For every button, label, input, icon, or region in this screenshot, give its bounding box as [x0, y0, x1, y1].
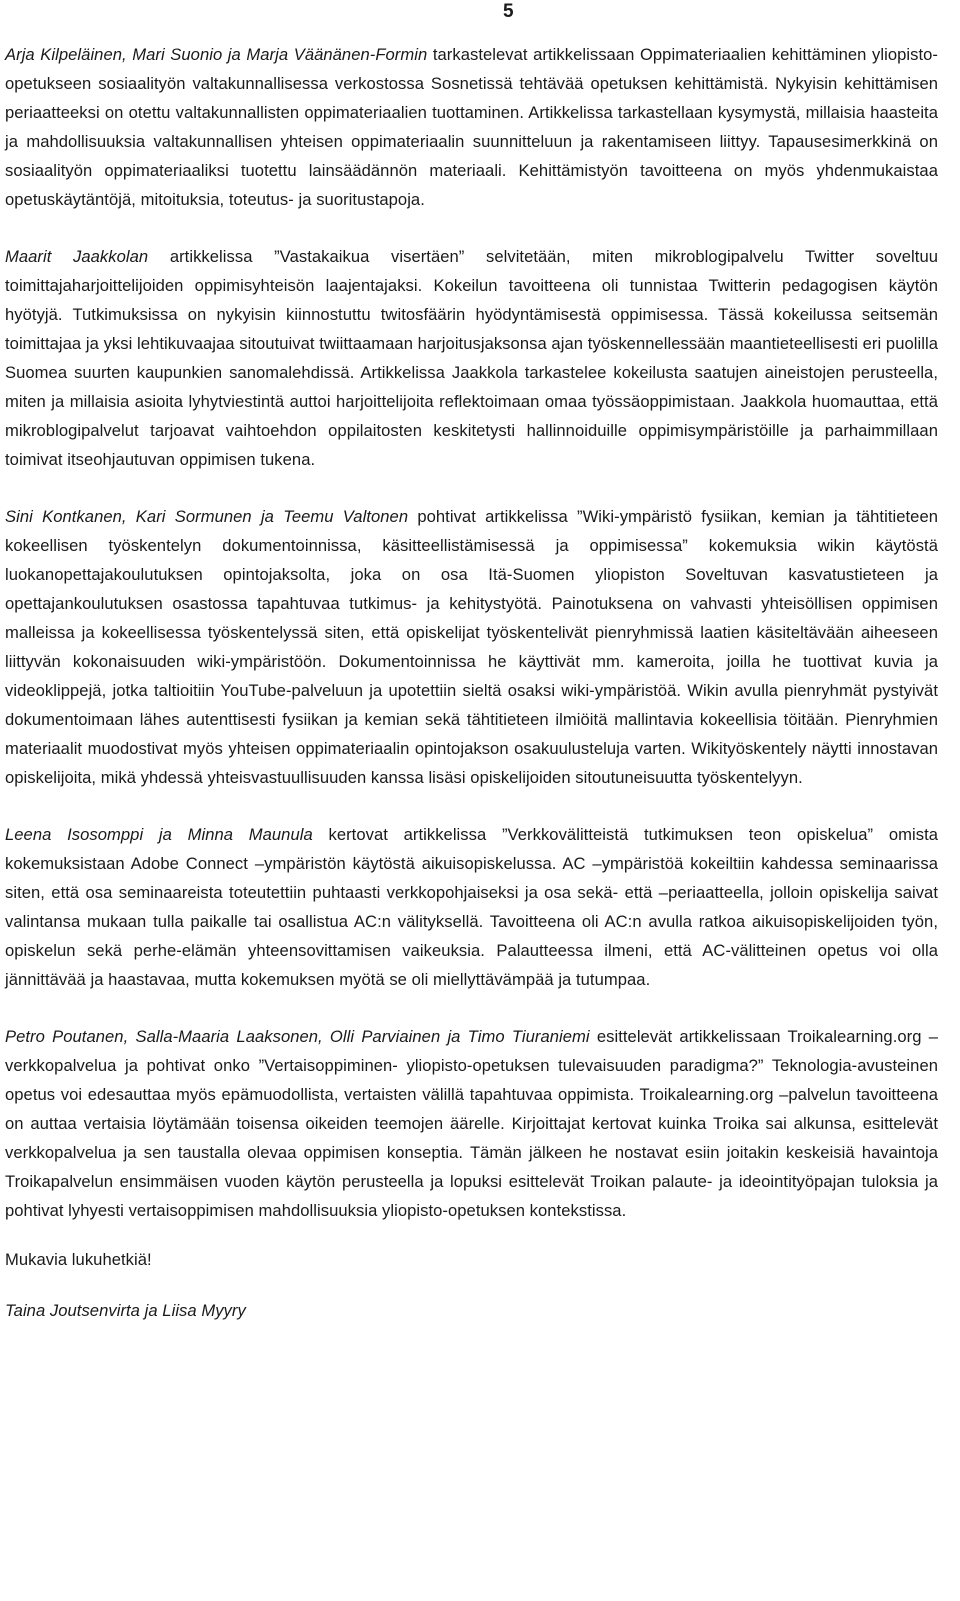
paragraph-text: kertovat artikkelissa ”Verkkovälitteistä tutkimuksen teon opiskelua” omista kokemuksistaan Adobe Connect –ympäristön käytöstä aikuisopiskelussa. AC –ympäristöä kokeiltiin kahdessa seminaarissa siten, että osa seminaareista toteutettiin puhtaasti verkkopohjaiseksi ja osa sekä- että –periaatteella, jolloin opiskelija saivat valintansa mukaan tulla paikalle tai osallistua AC:n välityksellä. Tavoitteena oli AC:n avulla ratkoa aikuisopiskelijoiden työn, opiskelun sekä perhe-elämän yhteensovittamisen vaikeuksia. Palautteessa ilmeni, että AC-välitteinen opetus voi olla jännittävää ja haastavaa, mutta kokemuksen myötä se oli miellyttävämpää ja tutumpaa.: [5, 825, 939, 989]
paragraph-kontkanen: [5, 502, 938, 792]
paragraph-text: artikkelissa ”Vastakaikua visertäen” selvitetään, miten mikroblogipalvelu Twitter soveltuu toimittajaharjoittelijoiden oppimisyhteisön laajentajaksi. Kokeilun tavoitteena oli tunnistaa Twitterin pedagogisen käytön hyötyjä. Tutkimuksissa on nykyisin kiinnostuttu twitosfäärin hyödyntämisestä oppimisessa. Tässä kokeilussa seitsemän toimittajaa ja yksi lehtikuvaajaa sitoutuivat twiittaamaan harjoitusjaksonsa ajan työskennellessään maantieteellisesti eri puolilla Suomea suurten kaupunkien sanomalehdissä. Artikkelissa Jaakkola tarkastelee kokeilusta saatujen aineistojen perusteella, miten ja millaisia asioita lyhytviestintä auttoi harjoittelijoita reflektoimaan omaa työssäoppimistaan. Jaakkola huomauttaa, että mikroblogipalvelut tarjoavat vaihtoehdon oppilaitosten keskitetysti hallinnoiduille oppimisympäristöille ja parhaimmillaan toimivat itseohjautuvan oppimisen tukena.: [5, 247, 938, 469]
paragraph-text: esittelevät artikkelissaan Troikalearning.org –verkkopalvelua ja pohtivat onko ”Vertaisoppiminen- yliopisto-opetuksen tulevaisuuden paradigma?” Teknologia-avusteinen opetus voi edesauttaa myös epämuodollista, vertaisten välillä tapahtuvaa oppimista. Troikalearning.org –palvelun tavoitteena on auttaa vertaisia löytämään toisensa oikeiden teemojen äärelle. Kirjoittajat kertovat kuinka Troika sai alkunsa, esittelevät verkkopalvelua ja sen taustalla olevaa oppimisen konseptia. Tämän jälkeen he nostavat esiin joitakin keskeisiä havaintoja Troikapalvelun ensimmäisen vuoden käytön perusteella ja lopuksi esittelevät Troikan palaute- ja ideointityöpajan tuloksia ja pohtivat lyhyesti vertaisoppimisen mahdollisuuksia yliopisto-opetuksen kontekstissa.: [5, 1027, 938, 1220]
page-number: 5: [503, 1, 514, 22]
paragraph-poutanen: [5, 1022, 938, 1225]
closing-greeting: Mukavia lukuhetkiä!: [5, 1250, 152, 1269]
paragraph-text: tarkastelevat artikkelissaan Oppimateriaalien kehittäminen yliopisto-opetukseen sosiaalityön valtakunnallisessa verkostossa Sosnetissä tehtävää opetuksen kehittämistä. Nykyisin kehittämisen periaatteeksi on otettu valtakunnallisten oppimateriaalien tuottaminen. Artikkelissa tarkastellaan kysymystä, millaisia haasteita ja mahdollisuuksia valtakunnallisen yhteisen oppimateriaalin suunnitteluun ja rakentamiseen liittyy. Tapausesimerkkinä on sosiaalityön oppimateriaaliksi tuotettu lainsäädännön materiaali. Kehittämistyön tavoitteena on myös yhdenmukaistaa opetuskäytäntöjä, mitoituksia, toteutus- ja suoritustapoja.: [5, 45, 938, 209]
paragraph-authors: Petro Poutanen, Salla-Maaria Laaksonen, Olli Parviainen ja Timo Tiuraniemi: [5, 1027, 590, 1046]
paragraph-authors: Arja Kilpeläinen, Mari Suonio ja Marja Väänänen-Formin: [5, 45, 428, 64]
paragraph-authors: Sini Kontkanen, Kari Sormunen ja Teemu Valtonen: [5, 507, 409, 526]
signature: Taina Joutsenvirta ja Liisa Myyry: [5, 1301, 246, 1320]
document-body: [5, 40, 938, 1325]
paragraph-jaakkola: [5, 242, 938, 474]
paragraph-authors: Leena Isosomppi ja Minna Maunula: [5, 825, 313, 844]
paragraph-authors: Maarit Jaakkolan: [5, 247, 149, 266]
paragraph-isosomppi: [5, 820, 938, 994]
paragraph-text: pohtivat artikkelissa ”Wiki-ympäristö fysiikan, kemian ja tähtitieteen kokeellisen työskentelyn dokumentoinnissa, käsitteellistämisessä ja oppimisessa” kokemuksia wikin käytöstä luokanopettajakoulutuksen opintojaksolta, joka on osa Itä-Suomen yliopiston Soveltuvan kasvatustieteen ja opettajankoulutuksen osastossa tapahtuvaa tutkimus- ja kehitystyötä. Painotuksena on vahvasti yhteisöllisen oppimisen malleissa ja kokeellisessa työskentelyssä siten, että opiskelijat työskentelivät pienryhmissä laatien käsiteltävään aiheeseen liittyvän kokonaisuuden wiki-ympäristöön. Dokumentoinnissa he käyttivät mm. kameroita, joilla he tuottivat kuvia ja videoklippejä, jotka taltioitiin YouTube-palveluun ja upotettiin sieltä osaksi wiki-ympäristöä. Wikin avulla pienryhmät pystyivät dokumentoimaan lähes autenttisesti fysiikan ja kemian sekä tähtitieteen ilmiöitä mallintavia kokeellisia töitään. Pienryhmien materiaalit muodostivat myös yhteisen oppimateriaalin opintojakson osakuulusteluja varten. Wikityöskentely näytti innostavan opiskelijoita, mikä yhdessä yhteisvastuullisuuden kanssa lisäsi opiskelijoiden sitoutuneisuutta työskentelyyn.: [5, 507, 939, 787]
paragraph-kilpelainen: [5, 40, 938, 214]
